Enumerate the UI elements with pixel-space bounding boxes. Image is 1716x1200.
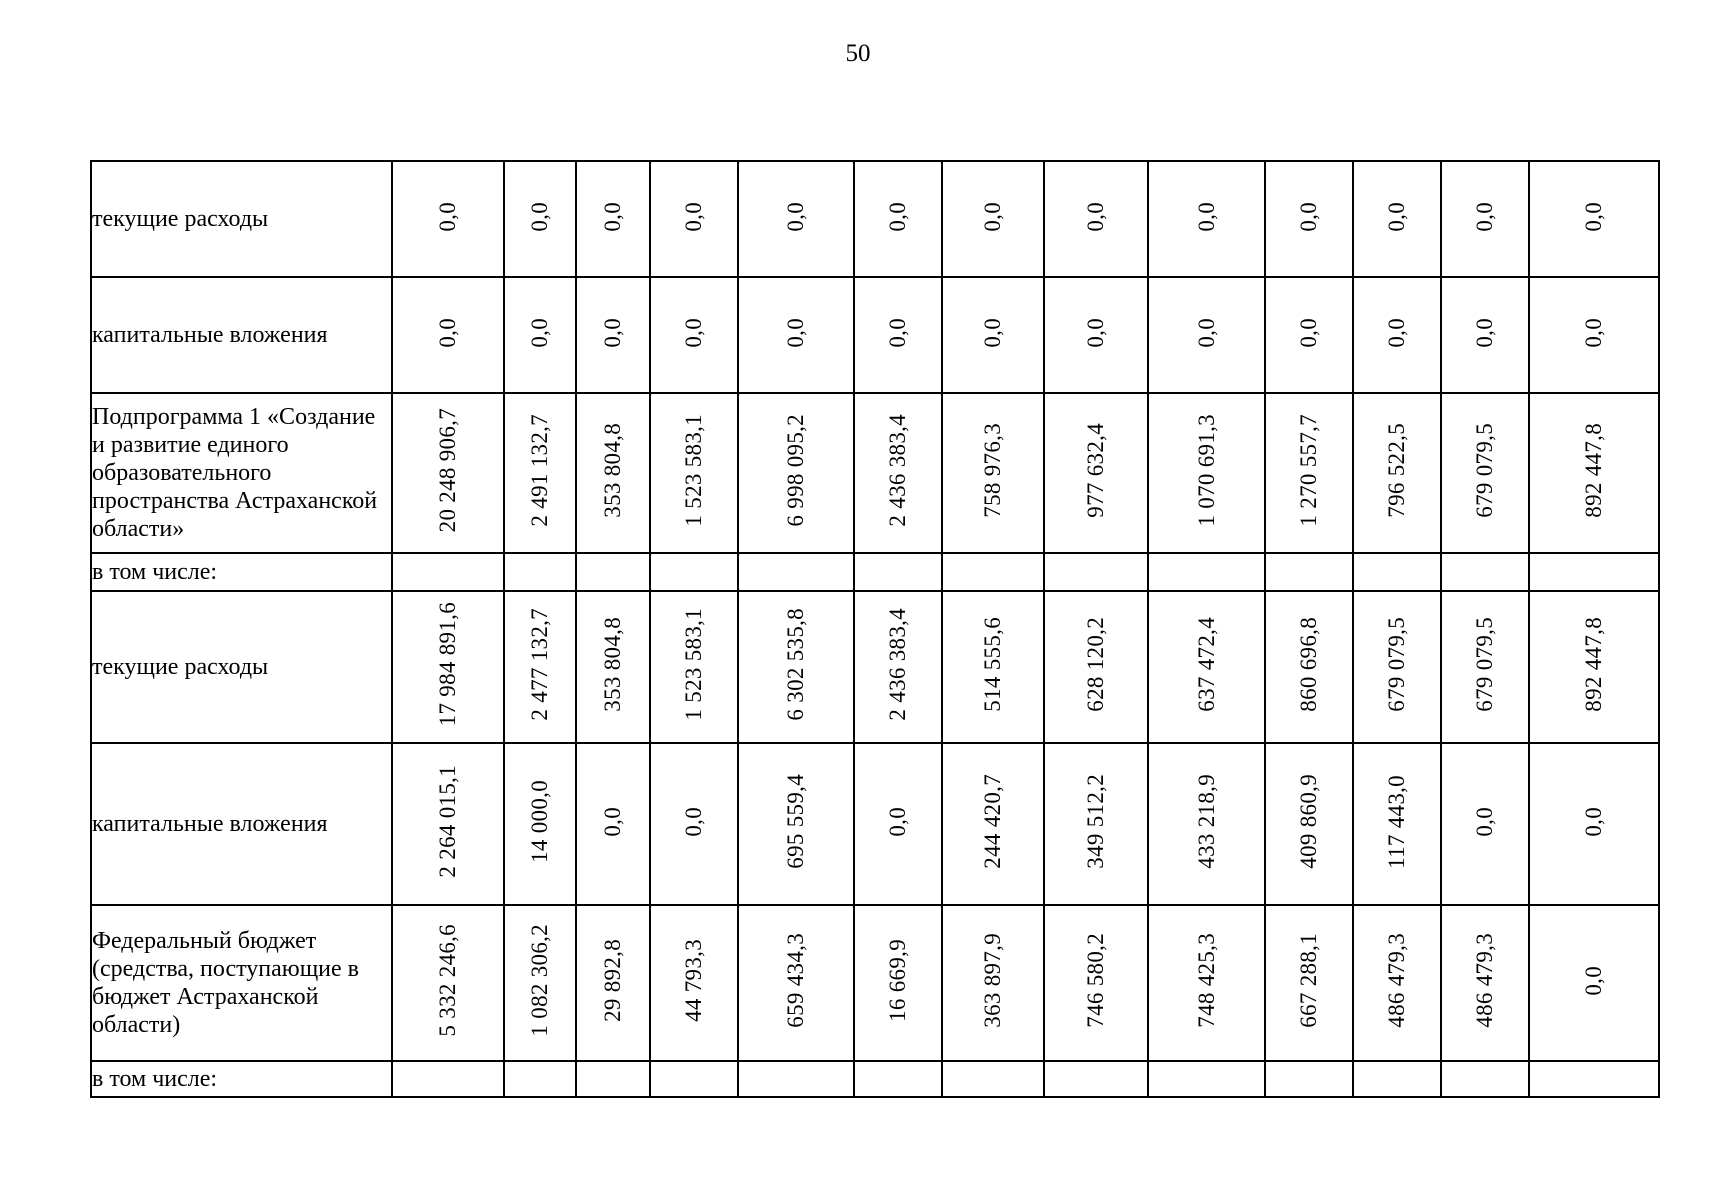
cell-value: 29 892,8 <box>600 939 625 1022</box>
value-cell <box>1044 905 1148 1061</box>
value-cell <box>1044 743 1148 905</box>
table-row <box>91 905 1659 1061</box>
value-cell <box>1044 277 1148 393</box>
value-cell <box>854 553 942 591</box>
value-cell <box>738 743 854 905</box>
value-cell <box>738 553 854 591</box>
cell-value: 0,0 <box>1581 965 1606 996</box>
cell-value: 0,0 <box>600 317 625 348</box>
value-cell <box>1148 743 1265 905</box>
cell-value: 0,0 <box>600 201 625 232</box>
value-cell <box>1353 393 1441 553</box>
table-row <box>91 393 1659 553</box>
cell-value: 0,0 <box>1472 317 1497 348</box>
cell-value: 659 434,3 <box>783 933 808 1028</box>
value-cell <box>1148 277 1265 393</box>
value-cell <box>650 1061 738 1097</box>
value-cell <box>392 743 504 905</box>
cell-value: 746 580,2 <box>1083 933 1108 1028</box>
value-cell <box>1265 591 1353 743</box>
value-cell <box>854 905 942 1061</box>
budget-table <box>90 160 1660 1098</box>
value-cell <box>576 591 650 743</box>
cell-value: 17 984 891,6 <box>435 602 460 727</box>
value-cell <box>1265 905 1353 1061</box>
value-cell <box>1353 277 1441 393</box>
value-cell <box>942 591 1044 743</box>
cell-value: 679 079,5 <box>1384 617 1409 712</box>
value-cell <box>1529 1061 1659 1097</box>
cell-value: 0,0 <box>885 201 910 232</box>
row-label: Федеральный бюджет (средства, поступающие в бюджет Астраханской области) <box>91 905 392 1061</box>
value-cell <box>942 553 1044 591</box>
cell-value: 0,0 <box>1083 201 1108 232</box>
cell-value: 0,0 <box>1472 806 1497 837</box>
value-cell <box>1529 277 1659 393</box>
value-cell <box>392 1061 504 1097</box>
value-cell <box>1148 553 1265 591</box>
value-cell <box>1441 277 1529 393</box>
cell-value: 363 897,9 <box>980 933 1005 1028</box>
cell-value: 758 976,3 <box>980 423 1005 518</box>
value-cell <box>942 1061 1044 1097</box>
cell-value: 0,0 <box>1581 806 1606 837</box>
cell-value: 0,0 <box>435 317 460 348</box>
cell-value: 892 447,8 <box>1581 423 1606 518</box>
value-cell <box>392 591 504 743</box>
cell-value: 0,0 <box>783 317 808 348</box>
cell-value: 2 477 132,7 <box>527 608 552 721</box>
value-cell <box>1265 1061 1353 1097</box>
table-row <box>91 1061 1659 1097</box>
value-cell <box>1044 393 1148 553</box>
row-label: текущие расходы <box>91 591 392 743</box>
value-cell <box>576 553 650 591</box>
value-cell <box>854 591 942 743</box>
value-cell <box>1044 591 1148 743</box>
cell-value: 0,0 <box>1581 201 1606 232</box>
cell-value: 2 436 383,4 <box>885 608 910 721</box>
cell-value: 0,0 <box>527 201 552 232</box>
cell-value: 0,0 <box>1296 201 1321 232</box>
cell-value: 20 248 906,7 <box>435 408 460 533</box>
value-cell <box>1148 1061 1265 1097</box>
cell-value: 0,0 <box>1193 317 1219 348</box>
cell-value: 1 270 557,7 <box>1296 414 1321 527</box>
cell-value: 0,0 <box>783 201 808 232</box>
value-cell <box>504 277 576 393</box>
cell-value: 5 332 246,6 <box>435 924 460 1037</box>
row-label: в том числе: <box>91 553 392 591</box>
value-cell <box>738 905 854 1061</box>
value-cell <box>1148 393 1265 553</box>
value-cell <box>1353 1061 1441 1097</box>
cell-value: 1 070 691,3 <box>1193 414 1219 527</box>
value-cell <box>576 393 650 553</box>
value-cell <box>1529 743 1659 905</box>
value-cell <box>504 743 576 905</box>
cell-value: 0,0 <box>435 201 460 232</box>
value-cell <box>1353 161 1441 277</box>
value-cell <box>1265 277 1353 393</box>
value-cell <box>1265 743 1353 905</box>
value-cell <box>504 591 576 743</box>
value-cell <box>392 393 504 553</box>
cell-value: 0,0 <box>1083 317 1108 348</box>
value-cell <box>1353 743 1441 905</box>
value-cell <box>1441 393 1529 553</box>
cell-value: 860 696,8 <box>1296 617 1321 712</box>
cell-value: 486 479,3 <box>1472 933 1497 1028</box>
value-cell <box>1441 905 1529 1061</box>
cell-value: 695 559,4 <box>783 774 808 869</box>
row-label: капитальные вложения <box>91 277 392 393</box>
cell-value: 353 804,8 <box>600 617 625 712</box>
row-label: текущие расходы <box>91 161 392 277</box>
cell-value: 628 120,2 <box>1083 617 1108 712</box>
cell-value: 514 555,6 <box>980 617 1005 712</box>
value-cell <box>1353 905 1441 1061</box>
cell-value: 0,0 <box>980 317 1005 348</box>
value-cell <box>504 161 576 277</box>
value-cell <box>942 277 1044 393</box>
value-cell <box>392 553 504 591</box>
cell-value: 892 447,8 <box>1581 617 1606 712</box>
cell-value: 0,0 <box>681 317 706 348</box>
cell-value: 14 000,0 <box>527 780 552 863</box>
value-cell <box>1529 905 1659 1061</box>
cell-value: 2 491 132,7 <box>527 414 552 527</box>
value-cell <box>1148 161 1265 277</box>
value-cell <box>576 905 650 1061</box>
value-cell <box>738 1061 854 1097</box>
value-cell <box>1265 393 1353 553</box>
value-cell <box>942 161 1044 277</box>
value-cell <box>854 161 942 277</box>
cell-value: 409 860,9 <box>1296 774 1321 869</box>
cell-value: 244 420,7 <box>980 774 1005 869</box>
value-cell <box>942 905 1044 1061</box>
cell-value: 0,0 <box>885 806 910 837</box>
cell-value: 1 523 583,1 <box>681 414 706 527</box>
cell-value: 0,0 <box>885 317 910 348</box>
value-cell <box>1044 553 1148 591</box>
value-cell <box>1441 743 1529 905</box>
cell-value: 0,0 <box>681 201 706 232</box>
value-cell <box>942 393 1044 553</box>
row-label: Подпрограмма 1 «Создание и развитие единого образовательного пространства Астраханской области» <box>91 393 392 553</box>
value-cell <box>1265 161 1353 277</box>
value-cell <box>1148 905 1265 1061</box>
row-label: в том числе: <box>91 1061 392 1097</box>
cell-value: 1 523 583,1 <box>681 608 706 721</box>
cell-value: 748 425,3 <box>1193 933 1219 1028</box>
table-row <box>91 277 1659 393</box>
cell-value: 0,0 <box>1472 201 1497 232</box>
value-cell <box>738 591 854 743</box>
value-cell <box>1441 591 1529 743</box>
cell-value: 796 522,5 <box>1384 423 1409 518</box>
value-cell <box>854 743 942 905</box>
cell-value: 0,0 <box>1581 317 1606 348</box>
value-cell <box>1529 591 1659 743</box>
value-cell <box>650 161 738 277</box>
value-cell <box>504 1061 576 1097</box>
value-cell <box>738 277 854 393</box>
value-cell <box>576 161 650 277</box>
value-cell <box>650 393 738 553</box>
value-cell <box>1353 591 1441 743</box>
cell-value: 0,0 <box>1384 201 1409 232</box>
value-cell <box>504 905 576 1061</box>
cell-value: 349 512,2 <box>1083 774 1108 869</box>
table-row <box>91 743 1659 905</box>
value-cell <box>504 553 576 591</box>
value-cell <box>1148 591 1265 743</box>
table-row <box>91 553 1659 591</box>
table-row <box>91 161 1659 277</box>
value-cell <box>738 161 854 277</box>
cell-value: 117 443,0 <box>1384 774 1409 869</box>
value-cell <box>1265 553 1353 591</box>
value-cell <box>1044 161 1148 277</box>
value-cell <box>738 393 854 553</box>
value-cell <box>854 1061 942 1097</box>
cell-value: 2 436 383,4 <box>885 414 910 527</box>
page-number: 50 <box>845 40 871 67</box>
value-cell <box>1353 553 1441 591</box>
value-cell <box>504 393 576 553</box>
cell-value: 16 669,9 <box>885 939 910 1022</box>
value-cell <box>1441 1061 1529 1097</box>
table-row <box>91 591 1659 743</box>
cell-value: 679 079,5 <box>1472 423 1497 518</box>
value-cell <box>1529 553 1659 591</box>
value-cell <box>1044 1061 1148 1097</box>
value-cell <box>576 277 650 393</box>
value-cell <box>854 393 942 553</box>
cell-value: 353 804,8 <box>600 423 625 518</box>
value-cell <box>1529 393 1659 553</box>
cell-value: 667 288,1 <box>1296 933 1321 1028</box>
cell-value: 44 793,3 <box>681 939 706 1022</box>
value-cell <box>1441 161 1529 277</box>
cell-value: 6 998 095,2 <box>783 414 808 527</box>
value-cell <box>576 743 650 905</box>
value-cell <box>650 743 738 905</box>
cell-value: 0,0 <box>1384 317 1409 348</box>
value-cell <box>854 277 942 393</box>
cell-value: 6 302 535,8 <box>783 608 808 721</box>
value-cell <box>392 905 504 1061</box>
value-cell <box>576 1061 650 1097</box>
cell-value: 0,0 <box>1296 317 1321 348</box>
cell-value: 0,0 <box>1193 201 1219 232</box>
cell-value: 637 472,4 <box>1193 617 1219 712</box>
value-cell <box>942 743 1044 905</box>
cell-value: 0,0 <box>681 806 706 837</box>
cell-value: 0,0 <box>600 806 625 837</box>
value-cell <box>392 161 504 277</box>
cell-value: 2 264 015,1 <box>435 765 460 878</box>
value-cell <box>650 277 738 393</box>
row-label: капитальные вложения <box>91 743 392 905</box>
cell-value: 1 082 306,2 <box>527 924 552 1037</box>
cell-value: 433 218,9 <box>1193 774 1219 869</box>
value-cell <box>650 553 738 591</box>
value-cell <box>1529 161 1659 277</box>
value-cell <box>392 277 504 393</box>
cell-value: 486 479,3 <box>1384 933 1409 1028</box>
cell-value: 0,0 <box>527 317 552 348</box>
value-cell <box>1441 553 1529 591</box>
cell-value: 0,0 <box>980 201 1005 232</box>
value-cell <box>650 905 738 1061</box>
cell-value: 679 079,5 <box>1472 617 1497 712</box>
cell-value: 977 632,4 <box>1083 423 1108 518</box>
value-cell <box>650 591 738 743</box>
